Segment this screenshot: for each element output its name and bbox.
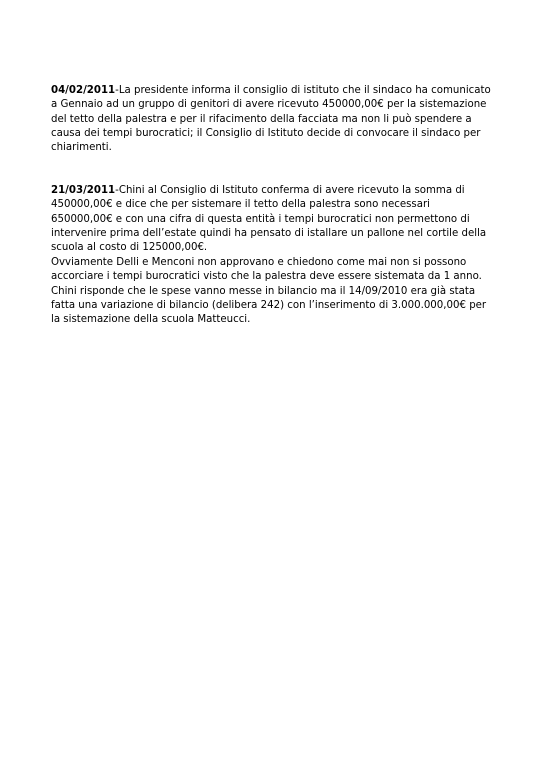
entry-date: 21/03/2011 [51,185,116,196]
minutes-entry [51,84,491,155]
entry-text: -Chini al Consiglio di Istituto conferma di avere ricevuto la somma di 450000,00€ e dice che per sistemare il tetto della palestra sono necessari 650000,00€ e con una cifra di questa entità i tempi burocratici non permettono di intervenire prima dell’estate quindi ha pensato di istallare un pallone nel cortile della scuola al costo di 125000,00€. [51,185,487,254]
entry-text: -La presidente informa il consiglio di istituto che il sindaco ha comunicato a Gennaio ad un gruppo di genitori di avere ricevuto 450000,00€ per la sistemazione del tetto della palestra e per il rifacimento della facciata ma non li può spendere a causa dei tempi burocratici; il Consiglio di Istituto decide di convocare il sindaco per chiarimenti. [51,85,491,154]
minutes-entry-continuation: Ovviamente Delli e Menconi non approvano e chiedono come mai non si possono accorciare i tempi burocratici visto che la palestra deve essere sistemata da 1 anno. Chini risponde che le spese vanno messe in bilancio ma il 14/09/2010 era già stata fatta una variazione di bilancio (delibera 242) con l’inserimento di 3.000.000,00€ per la sistemazione della scuola Matteucci. [51,257,487,326]
minutes-entry [51,184,491,255]
entry-date: 04/02/2011 [51,85,116,96]
